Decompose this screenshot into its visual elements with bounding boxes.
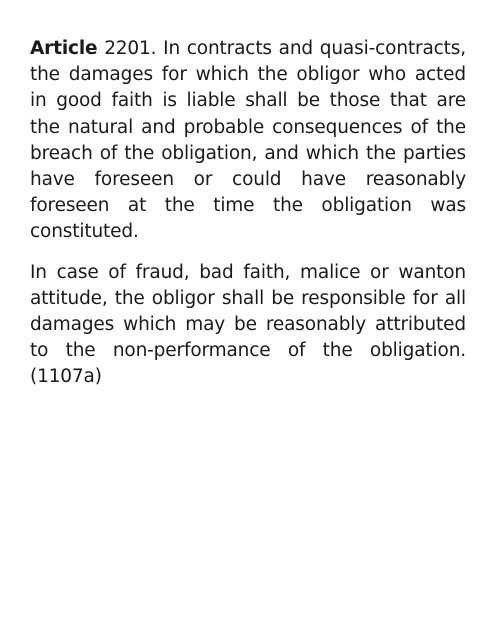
article-paragraph-1 bbox=[30, 36, 466, 246]
article-text-block bbox=[30, 36, 466, 405]
article-number: 2201. bbox=[104, 38, 157, 59]
article-label: Article bbox=[30, 38, 98, 59]
paragraph-1-text: In contracts and quasi-contracts, the damages for which the obligor who acted in good faith is liable shall be those that are the natural and probable consequences of the breach of the obligation, and which the parties have foreseen or could have reasonably foreseen at the time the obligation was constituted. bbox=[30, 38, 466, 243]
article-paragraph-2 bbox=[30, 260, 466, 391]
paragraph-2-text: In case of fraud, bad faith, malice or wanton attitude, the obligor shall be responsible for all damages which may be reasonably attributed to the non-performance of the obligation. (1107a) bbox=[30, 261, 466, 388]
